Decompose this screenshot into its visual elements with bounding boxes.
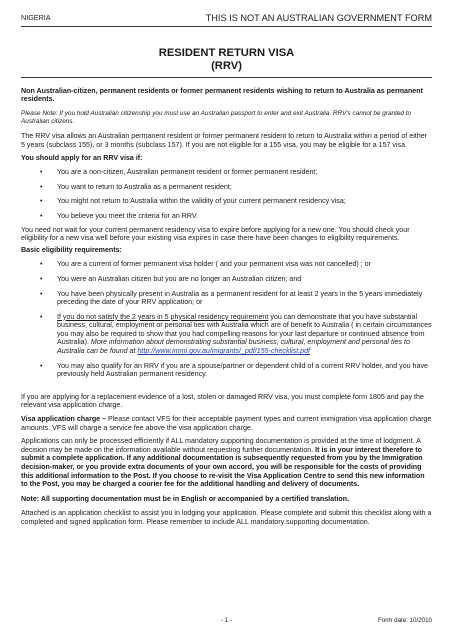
header-disclaimer: THIS IS NOT AN AUSTRALIAN GOVERNMENT FORM	[205, 13, 432, 23]
document-page	[21, 14, 432, 527]
header-country: NIGERIA	[21, 13, 51, 22]
charge-text: Please contact VFS for their acceptable payment types and current immigration visa application charge amounts. VFS will charge a service fee above the visa application charge.	[21, 415, 432, 432]
residency-requirement-text: If you do not satisfy the 2 years in 5 physical residency requirement	[57, 312, 269, 321]
checklist-paragraph: Attached is an application checklist to assist you in lodging your application. Please complete and submit this checklist along with a completed and signed application form. Please remember to include ALL mandatory supporting documentation.	[21, 509, 432, 526]
list-item: • You want to return to Australia as a permanent resident;	[21, 183, 432, 192]
list-item: • You believe you meet the criteria for an RRV.	[21, 212, 432, 221]
list-item: • You may also qualify for an RRV if you are a spouse/partner or dependent child of a current RRV holder, and you have previously held Australian permanent residency.	[21, 362, 432, 379]
processing-paragraph	[21, 437, 432, 489]
intro-paragraph: The RRV visa allows an Australian permanent resident or former permanent resident to return to Australia within a period of either 5 years (subclass 155), or 3 months (subclass 157). If you are not eligible for a 155 visa, you may be eligible for a 157 visa.	[21, 132, 427, 149]
page-header	[21, 14, 432, 27]
list-item	[21, 313, 432, 356]
eligibility-heading: Basic eligibility requirements:	[21, 245, 122, 254]
replacement-paragraph: If you are applying for a replacement evidence of a lost, stolen or damaged RRV visa, you must complete form 1805 and pay the relevant visa application charge.	[21, 392, 424, 410]
title-line-2: (RRV)	[211, 59, 242, 72]
processing-text: Applications can only be processed efficiently if ALL mandatory supporting documentation is provided at the time of lodgment. A decision may be made on the information available without requesting further documentation.	[21, 437, 421, 454]
ties-text: you can demonstrate that you have substantial business, cultural, employment or personal ties with Australia which are of benefit to Australia ( in certain circumstances you may also be required to show that you had compelling reasons for your last departure or continued absence from Australia).	[57, 312, 432, 347]
apply-paragraph: You need not wait for your current permanent residency visa to expire before applying for a new one. You should check your eligibility for a new visa well before your existing visa expires in case there have been changes to eligibility requirements.	[21, 225, 410, 243]
list-item: • You might not return to Australia within the validity of your current permanent residency visa;	[21, 197, 432, 206]
apply-list	[21, 168, 432, 220]
processing-bold-text: It is in your interest therefore to submit a complete application. If any additional documentation is subsequently requested from you by the Immigration decision-maker, or you provide extra documents of your own accord, you will be responsible for the costs of providing this additional information to the Post. If you choose to re-visit the Visa Application Centre to send this new information to the Post, you may be charged a courier fee for the additional handling and delivery of documents.	[21, 445, 425, 489]
checklist-link[interactable]: http://www.immi.gov.au/migrants/_pdf/155-checklist.pdf	[137, 347, 311, 356]
intro-note: Please Note: If you hold Australian citizenship you must use an Australian passport to enter and exit Australia. RRV's cannot be granted to Australian citizens.	[21, 109, 412, 125]
list-item: • You are a current of former permanent visa holder ( and your permanent visa was not cancelled) ; or	[21, 260, 432, 269]
page-number: - 1 -	[220, 617, 232, 624]
more-info-text: More information about demonstrating substantial business, cultural, employment and personal ties to Australia can be found at	[57, 338, 410, 356]
eligibility-list	[21, 260, 432, 379]
list-item: • You have been physically present in Australia as a permanent resident for at least 2 years in the 5 years immediately preceding the date of your RRV application; or	[21, 290, 432, 307]
apply-heading: You should apply for an RRV visa if:	[21, 153, 143, 162]
charge-paragraph	[21, 415, 432, 432]
intro-heading: Non Australian-citizen, permanent residents or former permanent residents wishing to return to Australia as permanent residents.	[21, 86, 423, 104]
form-date: Form date: 10/2010	[377, 617, 432, 624]
document-title	[21, 47, 432, 73]
charge-label: Visa application charge –	[21, 415, 108, 424]
title-line-1: RESIDENT RETURN VISA	[158, 46, 295, 59]
translation-note: Note: All supporting documentation must be in English or accompanied by a certified translation.	[21, 494, 350, 503]
list-item: • You were an Australian citizen but you are no longer an Australian citizen; and	[21, 275, 432, 284]
list-item: • You are a non-citizen, Australian permanent resident or former permanent resident;	[21, 168, 432, 177]
title-divider	[21, 77, 432, 78]
